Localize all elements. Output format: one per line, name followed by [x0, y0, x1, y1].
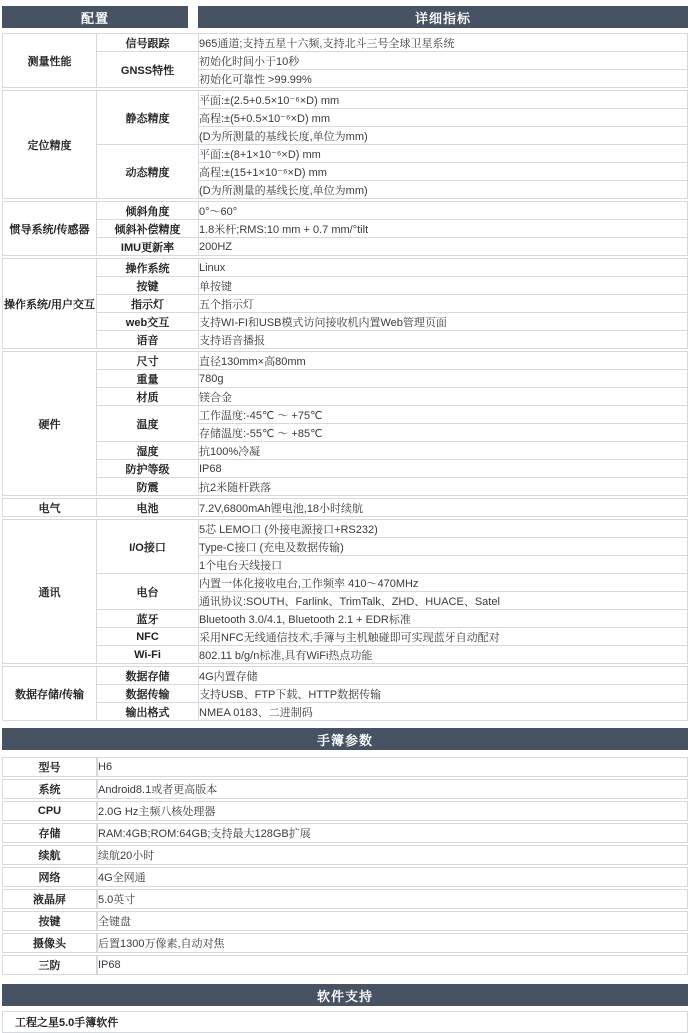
- category-cell: 电气: [3, 499, 97, 517]
- table-row: [3, 370, 688, 388]
- table-row: [3, 442, 688, 460]
- spec-value-cell: 通讯协议:SOUTH、Farlink、TrimTalk、ZHD、HUACE、Satel: [199, 592, 688, 610]
- spec-value-cell: 965通道;支持五星十六频,支持北斗三号全球卫星系统: [199, 34, 688, 52]
- spec-value-cell: 抗100%冷凝: [199, 442, 688, 460]
- spec-value-cell: Type-C接口 (充电及数据传输): [199, 538, 688, 556]
- table-row: [3, 406, 688, 424]
- spec-value-cell: 200HZ: [199, 238, 688, 256]
- spec-value-cell: 支持WI-FI和USB模式访问接收机内置Web管理页面: [199, 313, 688, 331]
- spec-section-comm: [2, 519, 688, 664]
- handbook-label-cell: 按键: [2, 911, 97, 931]
- table-row: [3, 91, 688, 109]
- table-row: [3, 202, 688, 220]
- table-row: [3, 478, 688, 496]
- table-row: [2, 823, 688, 843]
- spec-section-measure: [2, 33, 688, 88]
- handbook-label-cell: CPU: [2, 801, 97, 821]
- category-cell: 通讯: [3, 520, 97, 664]
- table-row: [3, 238, 688, 256]
- handbook-value-cell: 续航20小时: [97, 845, 688, 865]
- table-row: [2, 955, 688, 975]
- handbook-label-cell: 存储: [2, 823, 97, 843]
- table-row: [3, 703, 688, 721]
- spec-label-cell: web交互: [97, 313, 199, 331]
- spec-value-cell: 0°～60°: [199, 202, 688, 220]
- spec-value-cell: 5芯 LEMO口 (外接电源接口+RS232): [199, 520, 688, 538]
- table-row: [3, 52, 688, 70]
- spec-value-cell: NMEA 0183、二进制码: [199, 703, 688, 721]
- spec-value-cell: 初始化时间小于10秒: [199, 52, 688, 70]
- spec-value-cell: 存储温度:-55℃ ～ +85℃: [199, 424, 688, 442]
- spec-label-cell: 数据传输: [97, 685, 199, 703]
- software-header-band: [2, 984, 688, 1006]
- spec-value-cell: IP68: [199, 460, 688, 478]
- spec-label-cell: 输出格式: [97, 703, 199, 721]
- spec-label-cell: 动态精度: [97, 145, 199, 199]
- table-row: [2, 911, 688, 931]
- table-row: [2, 757, 688, 777]
- spec-value-cell: 高程:±(15+1×10⁻⁶×D) mm: [199, 163, 688, 181]
- spec-value-cell: 直径130mm×高80mm: [199, 352, 688, 370]
- category-cell: 测量性能: [3, 34, 97, 88]
- spec-label-cell: 材质: [97, 388, 199, 406]
- spec-label-cell: 操作系统: [97, 259, 199, 277]
- spec-value-cell: 内置一体化接收电台,工作频率 410～470MHz: [199, 574, 688, 592]
- spec-value-cell: 1.8米杆;RMS:10 mm + 0.7 mm/°tilt: [199, 220, 688, 238]
- table-row: [3, 34, 688, 52]
- category-cell: 惯导系统/传感器: [3, 202, 97, 256]
- spec-value-cell: 支持语音播报: [199, 331, 688, 349]
- spec-label-cell: IMU更新率: [97, 238, 199, 256]
- spec-section-electric: [2, 498, 688, 517]
- spec-label-cell: 防震: [97, 478, 199, 496]
- spec-section-data: [2, 666, 688, 721]
- table-row: [2, 889, 688, 909]
- table-row: [2, 867, 688, 887]
- category-cell: 操作系统/用户交互: [3, 259, 97, 349]
- spec-section-position: [2, 90, 688, 199]
- handbook-value-cell: H6: [97, 757, 688, 777]
- spec-value-cell: 高程:±(5+0.5×10⁻⁶×D) mm: [199, 109, 688, 127]
- spec-label-cell: 电台: [97, 574, 199, 610]
- spec-value-cell: 单按键: [199, 277, 688, 295]
- table-row: [3, 220, 688, 238]
- spec-label-cell: 信号跟踪: [97, 34, 199, 52]
- spec-label-cell: 倾斜角度: [97, 202, 199, 220]
- table-row: [2, 779, 688, 799]
- spec-label-cell: 静态精度: [97, 91, 199, 145]
- spec-label-cell: 倾斜补偿精度: [97, 220, 199, 238]
- category-cell: 硬件: [3, 352, 97, 496]
- spec-label-cell: 重量: [97, 370, 199, 388]
- table-row: [3, 667, 688, 685]
- spec-value-cell: Bluetooth 3.0/4.1, Bluetooth 2.1 + EDR标准: [199, 610, 688, 628]
- spec-value-cell: 初始化可靠性 >99.99%: [199, 70, 688, 88]
- spec-label-cell: 电池: [97, 499, 199, 517]
- spec-value-cell: (D为所测量的基线长度,单位为mm): [199, 127, 688, 145]
- spec-label-cell: 湿度: [97, 442, 199, 460]
- spec-value-cell: 802.11 b/g/n标准,具有WiFi热点功能: [199, 646, 688, 664]
- spec-label-cell: 数据存储: [97, 667, 199, 685]
- handbook-header-band: [2, 728, 688, 750]
- top-header-band: [2, 6, 688, 28]
- table-row: [3, 352, 688, 370]
- table-row: [3, 646, 688, 664]
- table-row: [3, 574, 688, 592]
- table-row: [3, 610, 688, 628]
- spec-value-cell: 平面:±(2.5+0.5×10⁻⁶×D) mm: [199, 91, 688, 109]
- spec-value-cell: (D为所测量的基线长度,单位为mm): [199, 181, 688, 199]
- handbook-label-cell: 网络: [2, 867, 97, 887]
- table-row: [3, 331, 688, 349]
- spec-value-cell: 4G内置存储: [199, 667, 688, 685]
- spec-value-cell: 镁合金: [199, 388, 688, 406]
- category-cell: 定位精度: [3, 91, 97, 199]
- table-row: [3, 499, 688, 517]
- table-row: [2, 801, 688, 821]
- handbook-label-cell: 系统: [2, 779, 97, 799]
- category-cell: 数据存储/传输: [3, 667, 97, 721]
- handbook-value-cell: 全键盘: [97, 911, 688, 931]
- table-row: [2, 933, 688, 953]
- handbook-value-cell: RAM:4GB;ROM:64GB;支持最大128GB扩展: [97, 823, 688, 843]
- table-row: [3, 520, 688, 538]
- handbook-value-cell: Android8.1或者更高版本: [97, 779, 688, 799]
- detail-header: 详细指标: [198, 6, 688, 28]
- handbook-label-cell: 型号: [2, 757, 97, 777]
- handbook-label-cell: 三防: [2, 955, 97, 975]
- spec-section-os: [2, 258, 688, 349]
- handbook-value-cell: 后置1300万像素,自动对焦: [97, 933, 688, 953]
- spec-label-cell: 语音: [97, 331, 199, 349]
- spec-section-imu: [2, 201, 688, 256]
- spec-value-cell: 支持USB、FTP下载、HTTP数据传输: [199, 685, 688, 703]
- table-row: [3, 259, 688, 277]
- handbook-value-cell: 5.0英寸: [97, 889, 688, 909]
- spec-label-cell: 蓝牙: [97, 610, 199, 628]
- spec-label-cell: GNSS特性: [97, 52, 199, 88]
- table-row: [3, 277, 688, 295]
- table-row: [3, 460, 688, 478]
- spec-value-cell: 采用NFC无线通信技术,手簿与主机触碰即可实现蓝牙自动配对: [199, 628, 688, 646]
- spec-label-cell: 尺寸: [97, 352, 199, 370]
- handbook-label-cell: 液晶屏: [2, 889, 97, 909]
- spec-value-cell: Linux: [199, 259, 688, 277]
- handbook-title: 手簿参数: [2, 728, 688, 750]
- table-row: [2, 845, 688, 865]
- handbook-value-cell: 4G全网通: [97, 867, 688, 887]
- software-title: 软件支持: [2, 984, 688, 1006]
- software-item: 工程之星5.0手簿软件: [2, 1011, 688, 1033]
- spec-label-cell: 指示灯: [97, 295, 199, 313]
- spec-label-cell: 防护等级: [97, 460, 199, 478]
- table-row: [3, 388, 688, 406]
- spec-value-cell: 工作温度:-45℃ ～ +75℃: [199, 406, 688, 424]
- handbook-table: [2, 755, 688, 977]
- spec-label-cell: Wi-Fi: [97, 646, 199, 664]
- handbook-value-cell: 2.0G Hz主频八核处理器: [97, 801, 688, 821]
- spec-value-cell: 780g: [199, 370, 688, 388]
- table-row: [3, 313, 688, 331]
- spec-value-cell: 五个指示灯: [199, 295, 688, 313]
- spec-value-cell: 平面:±(8+1×10⁻⁶×D) mm: [199, 145, 688, 163]
- table-row: [3, 628, 688, 646]
- spec-section-hardware: [2, 351, 688, 496]
- spec-label-cell: 温度: [97, 406, 199, 442]
- handbook-label-cell: 摄像头: [2, 933, 97, 953]
- spec-label-cell: I/O接口: [97, 520, 199, 574]
- spec-label-cell: NFC: [97, 628, 199, 646]
- table-row: [3, 685, 688, 703]
- config-header: 配置: [2, 6, 188, 28]
- handbook-value-cell: IP68: [97, 955, 688, 975]
- spec-value-cell: 抗2米随杆跌落: [199, 478, 688, 496]
- spec-value-cell: 1个电台天线接口: [199, 556, 688, 574]
- spec-label-cell: 按键: [97, 277, 199, 295]
- handbook-label-cell: 续航: [2, 845, 97, 865]
- spec-value-cell: 7.2V,6800mAh锂电池,18小时续航: [199, 499, 688, 517]
- table-row: [3, 295, 688, 313]
- table-row: [3, 145, 688, 163]
